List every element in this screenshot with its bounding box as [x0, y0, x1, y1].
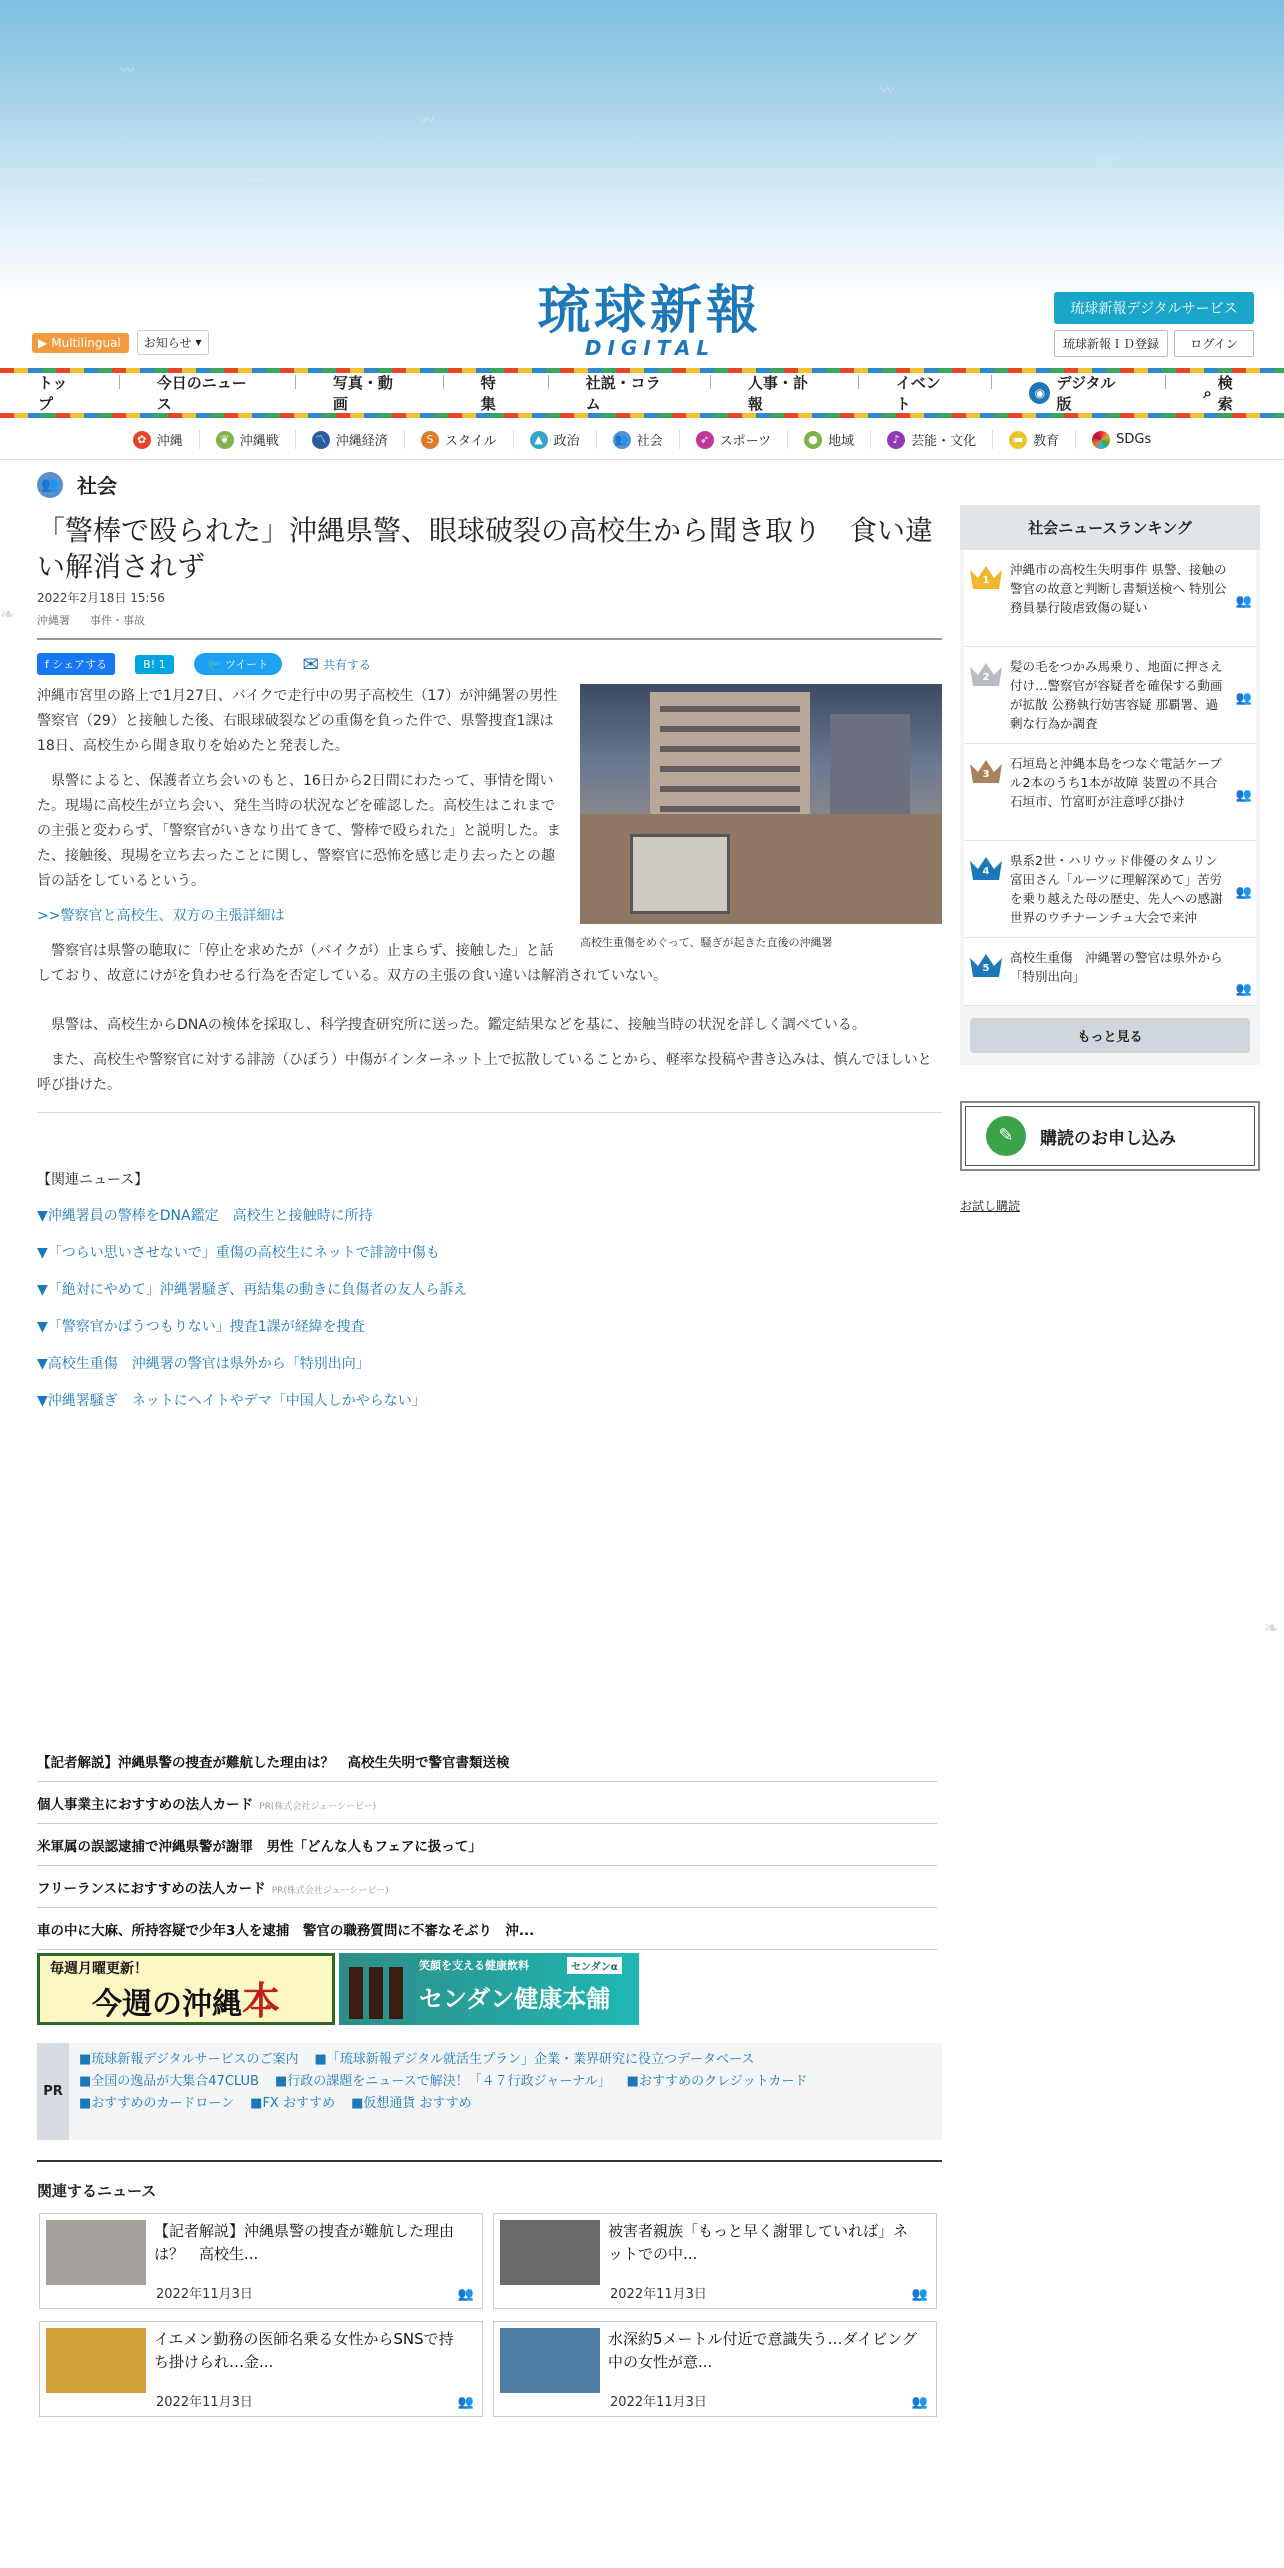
crown-icon [968, 659, 1004, 689]
hibiscus-icon: ✿ [133, 431, 151, 449]
people-icon: 👥 [1235, 982, 1252, 997]
multilingual-button[interactable] [32, 333, 129, 353]
envelope-icon: ✉ [302, 652, 320, 676]
pr-sponsor: PR(株式会社ジェーシービー) [271, 1886, 389, 1896]
ranking-title: 石垣島と沖縄本島をつなぐ電話ケーブル2本のうち1本が故障 装置の不具合 石垣市、竹富町が注意呼び掛け [1010, 756, 1222, 809]
decorative-leaf-icon: ❧ [1264, 1618, 1280, 1639]
cat-label: スポーツ [719, 434, 772, 449]
pr-links [69, 2043, 909, 2140]
ranking-item[interactable] [964, 841, 1256, 938]
banner-row [37, 1953, 639, 2025]
cat-style[interactable] [405, 430, 514, 449]
recommended-item[interactable] [37, 1866, 937, 1908]
pr-link[interactable]: ■FX おすすめ [250, 2096, 336, 2111]
play-icon: ▶ [38, 335, 48, 350]
news-card[interactable] [493, 2321, 937, 2417]
banner-big-pre: 今週の沖縄 [91, 1986, 242, 2022]
article-paragraph: 県警は、高校生からDNAの検体を採取し、科学捜査研究所に送った。鑑定結果などを基に、接触当時の状況を詳しく調べている。 [37, 1017, 866, 1033]
cat-label: 沖縄経済 [335, 434, 388, 449]
recommended-item[interactable] [37, 1740, 937, 1782]
more-button[interactable]: もっと見る [970, 1018, 1250, 1053]
digital-service-button[interactable]: 琉球新報デジタルサービス [1054, 292, 1254, 324]
people-icon: 👥 [457, 2287, 474, 2302]
recommended-title: 米軍属の誤認逮捕で沖縄県警が謝罪 男性「どんな人もフェアに扱って」 [37, 1839, 482, 1855]
article-divider [37, 1112, 942, 1113]
weekly-books-banner[interactable] [37, 1953, 335, 2025]
section-header [37, 470, 942, 499]
news-card-date: 2022年11月3日 [156, 2395, 253, 2410]
pr-sponsor: PR(株式会社ジェーシービー) [259, 1802, 377, 1812]
news-card-date: 2022年11月3日 [610, 2287, 707, 2302]
cat-education[interactable] [993, 430, 1076, 449]
people-icon: 👥 [911, 2287, 928, 2302]
nav-editorial[interactable]: 社説・コラム [548, 372, 710, 414]
sanshin-icon: ♪ [887, 431, 905, 449]
article [37, 470, 942, 1427]
decorative-leaf-icon: ❧ [0, 604, 16, 625]
banner-tag: センダンα [567, 1957, 622, 1974]
ranking-item[interactable] [964, 938, 1256, 1006]
cat-economy[interactable] [296, 430, 405, 449]
nav-top[interactable]: トップ [38, 374, 68, 413]
header-sky-background [0, 0, 1284, 300]
related-link[interactable]: ▼沖縄署員の警棒をDNA鑑定 高校生と接触時に所持 [37, 1208, 373, 1224]
section-title: 社会 [77, 474, 117, 498]
sendan-banner[interactable] [339, 1953, 639, 2025]
trial-link[interactable]: お試し購読 [960, 1199, 1021, 1213]
ranking-item[interactable] [964, 550, 1256, 647]
cat-sdgs[interactable] [1076, 431, 1167, 449]
cat-label: SDGs [1116, 432, 1152, 447]
people-icon: 👥 [457, 2395, 474, 2410]
pr-link[interactable]: ■行政の課題をニュースで解決！「４７行政ジャーナル」 [274, 2074, 611, 2089]
ranking-title: 髪の毛をつかみ馬乗り、地面に押さえ付け…警察官が容疑者を確保する動画が拡散 公務執行妨害容疑 那覇署、過剰な行為か調査 [1010, 659, 1223, 731]
pr-label: PR [37, 2043, 69, 2140]
people-icon: 👥 [1235, 885, 1252, 900]
decorative-bird-icon: 〰 [250, 173, 264, 189]
related-link[interactable]: ▼「つらい思いさせないで」重傷の高校生にネットで誹謗中傷も [37, 1245, 440, 1261]
people-icon: 👥 [911, 2395, 928, 2410]
cat-label: スタイル [444, 434, 497, 449]
nav-today[interactable]: 今日のニュース [119, 372, 295, 414]
cat-politics[interactable] [514, 430, 597, 449]
map-pin-icon: ● [804, 431, 822, 449]
recommended-title: 車の中に大麻、所持容疑で少年3人を逮捕 警官の職務質問に不審なそぶり 沖... [37, 1923, 535, 1939]
share-bar [37, 652, 942, 676]
news-card[interactable] [39, 2213, 483, 2309]
news-thumbnail [46, 2220, 146, 2285]
people-icon: 👥 [613, 431, 631, 449]
news-thumbnail [500, 2328, 600, 2393]
recommended-title: フリーランスにおすすめの法人カード [37, 1881, 266, 1897]
ranking-box [960, 505, 1260, 1065]
twitter-share-button[interactable] [194, 653, 283, 675]
people-icon: 👥 [37, 472, 63, 498]
nav-digital-label: デジタル版 [1056, 374, 1116, 413]
subscribe-button[interactable] [960, 1101, 1260, 1171]
recommended-title: 個人事業主におすすめの法人カード [37, 1797, 254, 1813]
logo-title: 琉球新報 [537, 280, 762, 341]
article-photo[interactable] [580, 684, 942, 924]
article-title: 「警棒で殴られた」沖縄県警、眼球破裂の高校生から聞き取り 食い違い解消されず [37, 514, 934, 583]
pr-link[interactable]: ■仮想通貨 おすすめ [351, 2096, 472, 2111]
facebook-share-button[interactable] [37, 653, 115, 675]
news-card-title: 【記者解説】沖縄県警の捜査が難航した理由は？ 高校生... [154, 2222, 455, 2263]
related-heading: 【関連ニュース】 [37, 1172, 149, 1188]
sdgs-wheel-icon [1092, 431, 1110, 449]
site-header [0, 280, 1284, 370]
ranking-title: 沖縄市の高校生失明事件 県警、接触の警官の故意と判断し書類送検へ 特別公務員暴行陵虐致傷の疑い [1010, 562, 1227, 615]
banner-big-text: センダン健康本舗 [419, 1985, 611, 2013]
search-icon: ⌕ [1203, 384, 1212, 402]
cat-label: 教育 [1033, 434, 1060, 449]
ranking-title: 県系2世・ハリウッド俳優のタムリン富田さん「ルーツに理解深めて」苦労を乗り越えた母の歴史、先人への感謝 世界のウチナーンチュ大会で来沖 [1010, 853, 1223, 925]
decorative-stripe [0, 413, 1284, 418]
article-tags [37, 612, 942, 640]
style-icon: S [421, 431, 439, 449]
pr-link[interactable]: ■おすすめのクレジットカード [626, 2074, 808, 2089]
bottles-image [349, 1967, 409, 2019]
pr-link[interactable]: ■全国の逸品が大集合47CLUB [79, 2074, 259, 2089]
facebook-icon: f [45, 658, 53, 671]
runner-icon: ➶ [696, 431, 714, 449]
people-icon: 👥 [1235, 788, 1252, 803]
news-card-title: イエメン勤務の医師名乗る女性からSNSで持ち掛けられ…金... [154, 2330, 454, 2371]
banner-small-text: 笑顔を支える健康飲料 [419, 1959, 529, 1972]
crown-icon [968, 756, 1004, 786]
site-logo[interactable] [500, 280, 800, 370]
recommended-title: 【記者解説】沖縄県警の捜査が難航した理由は？ 高校生失明で警官書類送検 [37, 1755, 510, 1771]
graduation-cap-icon: ▬ [1009, 431, 1027, 449]
tag-link[interactable]: 事件・事故 [90, 614, 145, 627]
newspaper-icon: ✎ [986, 1116, 1026, 1156]
article-figure [580, 684, 942, 950]
cat-label: 地域 [828, 434, 855, 449]
decorative-bird-icon: 〰 [1100, 153, 1114, 169]
rank-number: 2 [982, 672, 990, 683]
twitter-share-label: ツイート [224, 658, 269, 671]
article-date: 2022年2月18日 15:56 [37, 591, 165, 605]
cat-label: 社会 [636, 434, 663, 449]
pr-link[interactable]: ■琉球新報デジタルサービスのご案内 [79, 2052, 299, 2067]
cat-society[interactable] [597, 430, 680, 449]
people-icon: 👥 [1235, 691, 1252, 706]
login-button[interactable]: ログイン [1174, 330, 1254, 357]
related-links [37, 1169, 942, 1410]
related-link[interactable]: ▼「警察官かばうつもりない」捜査1課が経緯を捜査 [37, 1319, 365, 1335]
people-icon: 👥 [1235, 594, 1252, 609]
article-body [37, 684, 942, 1113]
nav-digital-edition[interactable] [991, 372, 1165, 414]
pr-link[interactable]: ■おすすめのカードローン [79, 2096, 235, 2111]
ranking-title: 高校生重傷 沖縄署の警官は県外から「特別出向」 [1010, 950, 1223, 984]
leaf-icon: ❦ [216, 431, 234, 449]
recommended-item[interactable] [37, 1824, 937, 1866]
notice-label: お知らせ [143, 336, 192, 350]
subscribe-label: 購読のお申し込み [1040, 1128, 1176, 1149]
article-paragraph: また、高校生や警察官に対する誹謗（ひぼう）中傷がインターネット上で拡散していることから、軽率な投稿や書き込みは、慎んでほしいと呼び掛けた。 [37, 1052, 932, 1093]
cat-okinawa-war[interactable] [200, 430, 296, 449]
news-card-title: 被害者親族「もっと早く謝罪していれば」ネットでの中... [608, 2222, 909, 2263]
cat-okinawa[interactable] [117, 430, 200, 449]
pr-link[interactable]: ■「琉球新報デジタル就活生プラン」企業・業界研究に役立つデータベース [314, 2052, 755, 2067]
rank-number: 4 [982, 866, 990, 877]
crown-icon [968, 950, 1004, 980]
multilingual-label: Multilingual [51, 335, 121, 350]
cat-label: 沖縄 [156, 434, 183, 449]
nav-feature[interactable]: 特集 [443, 372, 548, 414]
news-thumbnail [500, 2220, 600, 2285]
crown-icon [968, 853, 1004, 883]
recommended-item[interactable] [37, 1908, 937, 1950]
globe-icon: ◉ [1029, 382, 1050, 404]
ranking-item[interactable] [964, 744, 1256, 841]
facebook-share-label: シェアする [52, 658, 108, 671]
logo-digital: DIGITAL [584, 336, 716, 360]
rank-number: 1 [982, 575, 990, 586]
nav-search[interactable] [1165, 372, 1284, 414]
news-card-date: 2022年11月3日 [610, 2395, 707, 2410]
related-news-cards [39, 2213, 942, 2417]
nav-event[interactable]: イベント [858, 372, 992, 414]
banner-big-em: 本 [241, 1977, 280, 2023]
news-card[interactable] [39, 2321, 483, 2417]
news-card-date: 2022年11月3日 [156, 2287, 253, 2302]
cat-culture[interactable] [871, 430, 993, 449]
related-news-title: 関連するニュース [37, 2182, 157, 2200]
related-link[interactable]: ▼高校生重傷 沖縄署の警官は県外から「特別出向」 [37, 1356, 370, 1372]
news-card[interactable] [493, 2213, 937, 2309]
banner-small-text: 毎週月曜更新！ [50, 1961, 148, 1977]
mail-share-label: 共有する [323, 657, 372, 672]
photo-caption: 高校生重傷をめぐって、騒ぎが起きた直後の沖縄署 [580, 936, 833, 949]
notice-dropdown[interactable] [137, 330, 209, 355]
nav-search-label: 検索 [1217, 374, 1233, 413]
cat-region[interactable] [788, 430, 871, 449]
rank-number: 5 [982, 963, 990, 974]
cat-sports[interactable] [680, 430, 788, 449]
hatena-bookmark-button[interactable]: B! 1 [135, 655, 173, 674]
decorative-bird-icon: 〰 [120, 63, 134, 79]
photo-signboard [630, 834, 730, 914]
detail-link[interactable]: >>警察官と高校生、双方の主張詳細は [37, 908, 285, 924]
ranking-item[interactable] [964, 647, 1256, 744]
rank-number: 3 [982, 769, 990, 780]
twitter-bird-icon: 🐦 [207, 658, 225, 671]
article-paragraph: 県警によると、保護者立ち会いのもと、16日から2日間にわたって、事情を聞いた。現場に高校生が立ち会い、発生当時の状況などを確認した。高校生はこれまでの主張と変わらず、「警察官がいきなり出てきて、警棒で殴られた」と説明した。また、接触後、現場を立ち去ったことに関し、警察官に恐怖を感じ走り去ったとの趣旨の話をしているという。 [37, 773, 561, 889]
tag-link[interactable]: 沖縄署 [37, 614, 70, 627]
news-thumbnail [46, 2328, 146, 2393]
article-paragraph: 沖縄市宮里の路上で1月27日、バイクで走行中の男子高校生（17）が沖縄署の男性警察官（29）と接触した後、右眼球破裂などの重傷を負った件で、県警捜査1課は18日、高校生から聞き取りを始めたと発表した。 [37, 688, 558, 754]
chart-line-icon: 〽 [312, 431, 330, 449]
sidebar [960, 505, 1260, 1214]
related-news [37, 2160, 942, 2417]
article-paragraph: 警察官は県警の聴取に「停止を求めたが（バイクが）止まらず、接触した」と話しており、故意にけがを負わせる行為を否定している。双方の主張の食い違いは解消されていない。 [37, 943, 667, 984]
id-register-button[interactable]: 琉球新報ＩＤ登録 [1054, 330, 1168, 357]
mail-share-button[interactable] [302, 652, 371, 676]
main-nav [0, 375, 1284, 411]
decorative-bird-icon: 〰 [880, 83, 894, 99]
news-card-title: 水深約5メートル付近で意識失う…ダイビング中の女性が意... [608, 2330, 917, 2371]
nav-photo-video[interactable]: 写真・動画 [295, 372, 443, 414]
cat-label: 芸能・文化 [911, 434, 977, 449]
ranking-title: 社会ニュースランキング [960, 505, 1260, 550]
nav-personnel[interactable]: 人事・訃報 [710, 372, 858, 414]
cat-label: 政治 [553, 434, 580, 449]
cat-label: 沖縄戦 [239, 434, 279, 449]
building-icon: ▲ [530, 431, 548, 449]
recommended-list [37, 1740, 937, 1950]
related-link[interactable]: ▼「絶対にやめて」沖縄署騒ぎ、再結集の動きに負傷者の友人ら訴え [37, 1282, 468, 1298]
caret-down-icon: ▼ [195, 338, 202, 347]
decorative-bird-icon: 〰 [420, 113, 434, 129]
category-nav [0, 420, 1284, 460]
crown-icon [968, 562, 1004, 592]
pr-box [37, 2043, 942, 2140]
related-link[interactable]: ▼沖縄署騒ぎ ネットにヘイトやデマ「中国人しかやらない」 [37, 1393, 426, 1409]
ranking-list [960, 550, 1260, 1006]
recommended-item[interactable] [37, 1782, 937, 1824]
